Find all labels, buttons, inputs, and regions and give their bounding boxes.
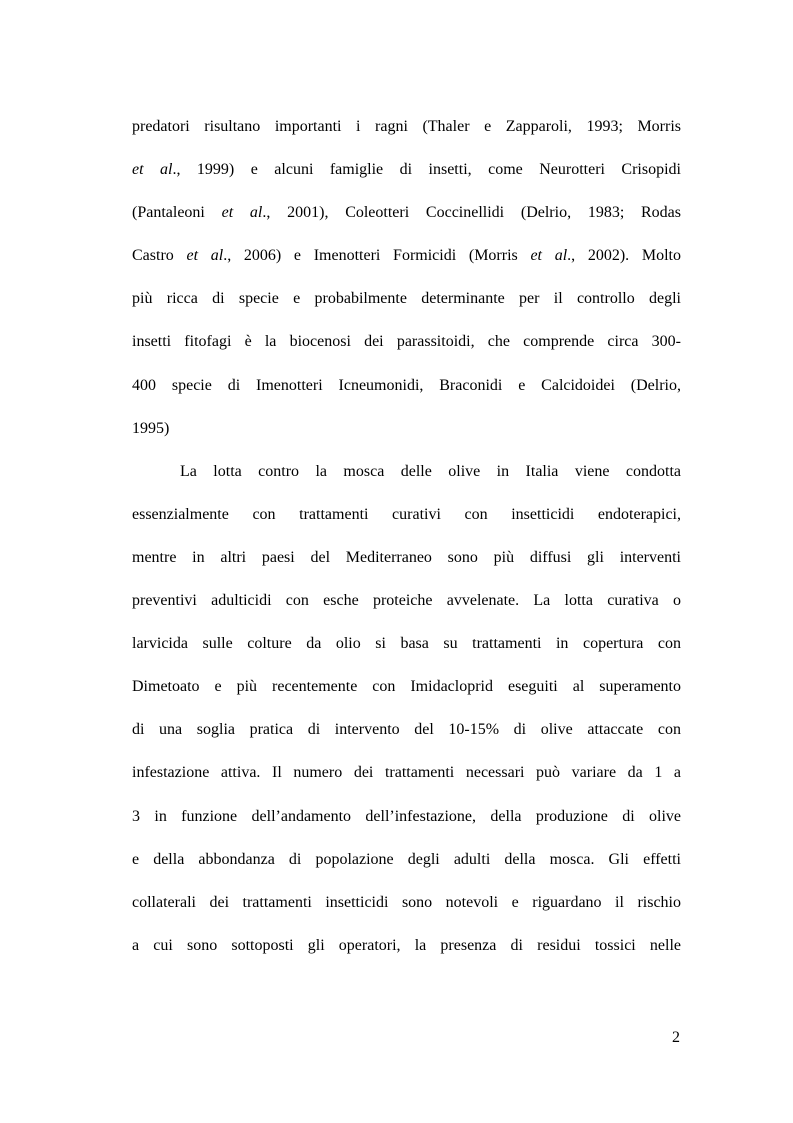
text-run: La lotta contro la mosca delle olive in Italia viene condotta bbox=[180, 462, 681, 480]
text-line bbox=[132, 493, 681, 536]
text-run: ., 2001), Coleotteri Coccinellidi (Delrio, 1983; Rodas bbox=[262, 204, 682, 222]
italic-run: et al bbox=[530, 247, 568, 265]
text-line bbox=[132, 407, 681, 450]
text-line bbox=[132, 924, 681, 967]
text-line bbox=[132, 708, 681, 751]
text-run: infestazione attiva. Il numero dei trattamenti necessari può variare da 1 a bbox=[132, 764, 681, 782]
italic-run: et al bbox=[221, 204, 263, 222]
italic-run: et al bbox=[132, 161, 173, 179]
text-run: a cui sono sottoposti gli operatori, la presenza di residui tossici nelle bbox=[132, 936, 681, 954]
text-run: larvicida sulle colture da olio si basa su trattamenti in copertura con bbox=[132, 635, 681, 653]
text-run: 1995) bbox=[132, 419, 170, 437]
text-line bbox=[132, 881, 681, 924]
text-run: (Pantaleoni bbox=[132, 204, 222, 222]
text-line bbox=[132, 536, 681, 579]
text-line bbox=[132, 665, 681, 708]
text-run: predatori risultano importanti i ragni (Thaler e Zapparoli, 1993; Morris bbox=[132, 118, 681, 135]
text-run: più ricca di specie e probabilmente determinante per il controllo degli bbox=[132, 290, 681, 308]
text-line bbox=[132, 795, 681, 838]
text-line bbox=[132, 622, 681, 665]
text-run: ., 2006) e Imenotteri Formicidi (Morris bbox=[223, 247, 531, 265]
text-line bbox=[132, 364, 681, 407]
text-run: Dimetoato e più recentemente con Imidacloprid eseguiti al superamento bbox=[132, 678, 681, 696]
text-run: 3 in funzione dell’andamento dell’infestazione, della produzione di olive bbox=[132, 807, 681, 825]
text-line bbox=[132, 148, 681, 191]
text-run: e della abbondanza di popolazione degli adulti della mosca. Gli effetti bbox=[132, 850, 681, 868]
text-line bbox=[132, 450, 681, 493]
text-run: preventivi adulticidi con esche proteiche avvelenate. La lotta curativa o bbox=[132, 592, 681, 610]
text-line bbox=[132, 838, 681, 881]
page-number: 2 bbox=[672, 1029, 680, 1046]
text-run: essenzialmente con trattamenti curativi con insetticidi endoterapici, bbox=[132, 505, 681, 523]
paragraph bbox=[132, 450, 681, 967]
text-run: ., 1999) e alcuni famiglie di insetti, come Neurotteri Crisopidi bbox=[172, 161, 681, 179]
text-run: insetti fitofagi è la biocenosi dei parassitoidi, che comprende circa 300- bbox=[132, 333, 681, 351]
text-run: Castro bbox=[132, 247, 187, 265]
text-line bbox=[132, 277, 681, 320]
text-line bbox=[132, 579, 681, 622]
italic-run: et al bbox=[186, 247, 224, 265]
text-run: di una soglia pratica di intervento del 10-15% di olive attaccate con bbox=[132, 721, 681, 739]
text-line bbox=[132, 320, 681, 363]
text-line bbox=[132, 105, 681, 148]
text-line bbox=[132, 191, 681, 234]
text-run: ., 2002). Molto bbox=[567, 247, 682, 265]
text-run: collaterali dei trattamenti insetticidi sono notevoli e riguardano il rischio bbox=[132, 893, 681, 911]
body-text bbox=[132, 105, 681, 967]
paragraph bbox=[132, 105, 681, 450]
text-line bbox=[132, 751, 681, 794]
text-line bbox=[132, 234, 681, 277]
text-run: mentre in altri paesi del Mediterraneo sono più diffusi gli interventi bbox=[132, 548, 681, 566]
text-run: 400 specie di Imenotteri Icneumonidi, Braconidi e Calcidoidei (Delrio, bbox=[132, 376, 681, 394]
